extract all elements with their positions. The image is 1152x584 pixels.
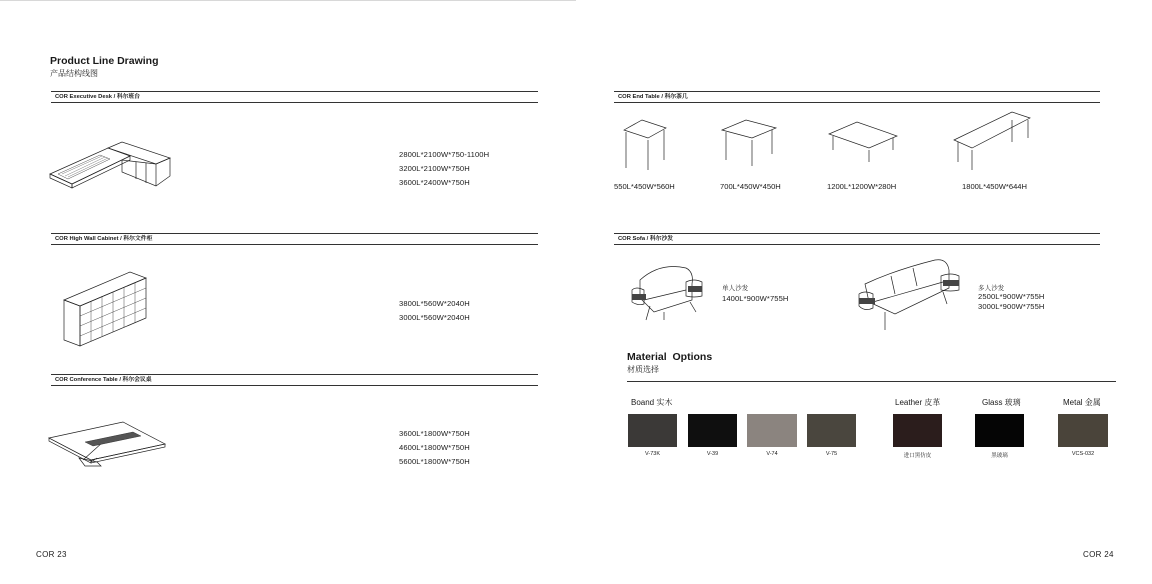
section-header-sofa: COR Sofa / 科尔沙发 xyxy=(614,233,1100,245)
section-header-end-table: COR End Table / 科尔茶几 xyxy=(614,91,1100,103)
material-group-metal: Metal 金属 xyxy=(1063,398,1101,407)
material-rule xyxy=(627,381,1116,382)
spec-line: 3000L*560W*2040H xyxy=(399,313,470,322)
swatch-code: 黑玻璃 xyxy=(991,453,1008,459)
high-wall-cabinet-drawing xyxy=(60,270,150,350)
multi-sofa-drawing xyxy=(855,256,965,334)
material-group-board: Boand 实木 xyxy=(631,398,673,407)
high-wall-cabinet-specs xyxy=(399,297,470,325)
section-header-high-wall-cabinet: COR High Wall Cabinet / 科尔文件柜 xyxy=(51,233,538,245)
swatch-code: V-74 xyxy=(766,451,778,457)
single-sofa-drawing xyxy=(630,260,710,328)
multi-sofa-name: 多人沙发 xyxy=(978,285,1005,292)
swatch-code: V-73K xyxy=(645,451,660,457)
spec-line: 3800L*560W*2040H xyxy=(399,299,470,308)
conference-table-specs xyxy=(399,427,470,469)
spec-line: 3200L*2100W*750H xyxy=(399,164,470,173)
page-number: COR 24 xyxy=(1083,550,1114,559)
executive-desk-specs xyxy=(399,148,489,190)
material-swatch xyxy=(628,414,677,447)
material-options-title: Material Options xyxy=(627,351,713,363)
end-table-1800-drawing xyxy=(950,108,1034,172)
spec-line: 5600L*1800W*750H xyxy=(399,457,470,466)
single-sofa-name: 单人沙发 xyxy=(722,285,749,292)
end-table-spec: 1200L*1200W*280H xyxy=(827,182,897,191)
spec-line: 2500L*900W*755H xyxy=(978,292,1045,301)
swatch-code: 进口黑仿皮 xyxy=(903,453,932,459)
material-swatch xyxy=(975,414,1024,447)
spec-line: 2800L*2100W*750-1100H xyxy=(399,150,490,159)
material-swatch xyxy=(1058,414,1108,447)
executive-desk-drawing xyxy=(48,136,172,196)
page-subtitle: 产品结构线图 xyxy=(50,69,98,78)
multi-sofa-specs xyxy=(978,292,1045,312)
spec-line: 3600L*1800W*750H xyxy=(399,429,470,438)
top-rule xyxy=(0,0,576,1)
swatch-code: VCS-032 xyxy=(1071,451,1095,457)
end-table-spec: 700L*450W*450H xyxy=(720,182,781,191)
end-table-spec: 1800L*450W*644H xyxy=(962,182,1028,191)
end-table-700-drawing xyxy=(718,116,780,168)
page-number: COR 23 xyxy=(36,550,67,559)
spec-line: 3000L*900W*755H xyxy=(978,302,1045,311)
material-swatch xyxy=(747,414,797,447)
material-options-subtitle: 材质选择 xyxy=(627,365,659,374)
material-swatch xyxy=(893,414,942,447)
end-table-spec: 550L*450W*560H xyxy=(614,182,675,191)
section-header-executive-desk: COR Executive Desk / 科尔班台 xyxy=(51,91,538,103)
swatch-code: V-75 xyxy=(825,451,838,457)
page-title: Product Line Drawing xyxy=(50,55,159,67)
material-swatch xyxy=(807,414,856,447)
material-group-glass: Glass 玻璃 xyxy=(982,398,1021,407)
single-sofa-spec: 1400L*900W*755H xyxy=(722,294,789,303)
end-table-1200-drawing xyxy=(825,118,901,164)
spec-line: 3600L*2400W*750H xyxy=(399,178,470,187)
material-group-leather: Leather 皮革 xyxy=(895,398,941,407)
spec-line: 4600L*1800W*750H xyxy=(399,443,470,452)
section-header-conference-table: COR Conference Table / 科尔会议桌 xyxy=(51,374,538,386)
swatch-code: V-39 xyxy=(706,451,719,457)
material-swatch xyxy=(688,414,737,447)
end-table-550-drawing xyxy=(620,116,670,172)
conference-table-drawing xyxy=(45,418,169,468)
